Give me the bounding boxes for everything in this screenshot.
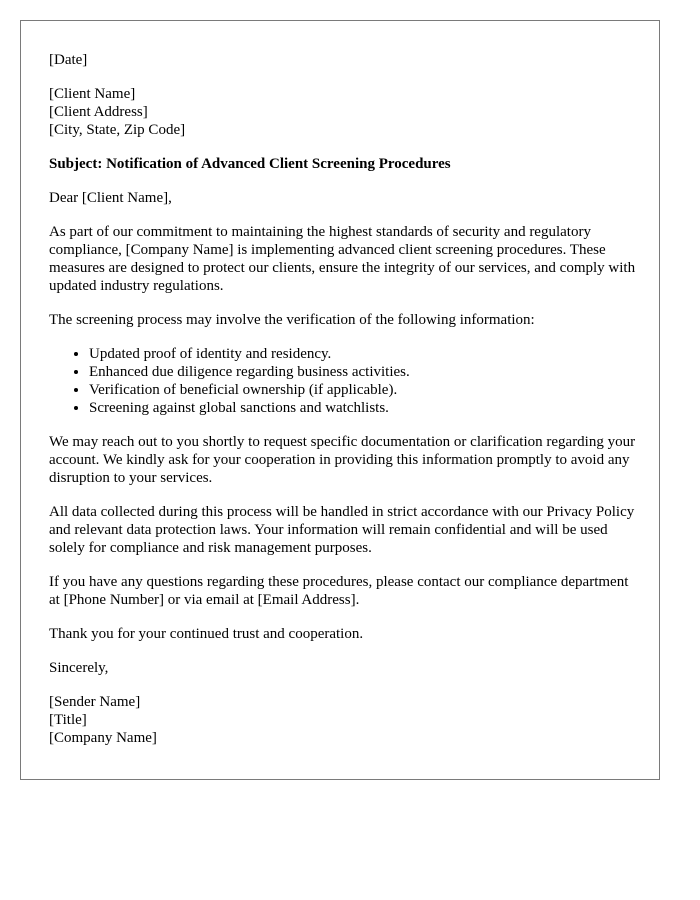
- sender-block: [49, 693, 639, 747]
- sender-company: [Company Name]: [49, 730, 157, 746]
- letter-frame: [20, 20, 660, 780]
- paragraph-text: If you have any questions regarding these procedures, please contact our compliance department at [Phone Number] or via email at [Email Address].: [49, 574, 629, 608]
- list-item: • Verification of beneficial ownership (if applicable).: [89, 381, 639, 399]
- date-block: [49, 51, 639, 69]
- salutation-block: [49, 189, 639, 207]
- recipient-city-state-zip: [City, State, Zip Code]: [49, 122, 186, 138]
- body-paragraph: [49, 433, 639, 487]
- paragraph-text: All data collected during this process will be handled in strict accordance with our Privacy Policy and relevant data protection laws. Your information will remain confidential and will be used solely for compliance and risk management purposes.: [49, 504, 635, 556]
- body-paragraph: [49, 503, 639, 557]
- recipient-name: [Client Name]: [49, 86, 136, 102]
- letter-subject: Subject: Notification of Advanced Client Screening Procedures: [49, 156, 451, 172]
- body-paragraph: [49, 625, 639, 643]
- list-item: • Screening against global sanctions and watchlists.: [89, 399, 639, 417]
- letter-date: [Date]: [49, 52, 88, 68]
- sender-name: [Sender Name]: [49, 694, 141, 710]
- body-paragraph: [49, 223, 639, 295]
- paragraph-text: The screening process may involve the verification of the following information:: [49, 312, 535, 328]
- letter-signoff: Sincerely,: [49, 660, 109, 676]
- verification-list: [49, 345, 639, 417]
- recipient-block: [49, 85, 639, 139]
- letter-salutation: Dear [Client Name],: [49, 190, 172, 206]
- signoff-block: [49, 659, 639, 677]
- body-paragraph: [49, 311, 639, 329]
- sender-title: [Title]: [49, 712, 87, 728]
- recipient-address: [Client Address]: [49, 104, 148, 120]
- paragraph-text: We may reach out to you shortly to request specific documentation or clarification regarding your account. We kindly ask for your cooperation in providing this information promptly to avoid any disruption to your services.: [49, 434, 636, 486]
- list-item: • Enhanced due diligence regarding business activities.: [89, 363, 639, 381]
- subject-block: [49, 155, 639, 173]
- body-paragraph: [49, 573, 639, 609]
- paragraph-text: Thank you for your continued trust and cooperation.: [49, 626, 364, 642]
- paragraph-text: As part of our commitment to maintaining the highest standards of security and regulatory compliance, [Company Name] is implementing advanced client screening procedures. These measures are designed to protect our clients, ensure the integrity of our services, and comply with updated industry regulations.: [49, 224, 636, 294]
- letter-content: [49, 51, 639, 763]
- list-item: • Updated proof of identity and residency.: [89, 345, 639, 363]
